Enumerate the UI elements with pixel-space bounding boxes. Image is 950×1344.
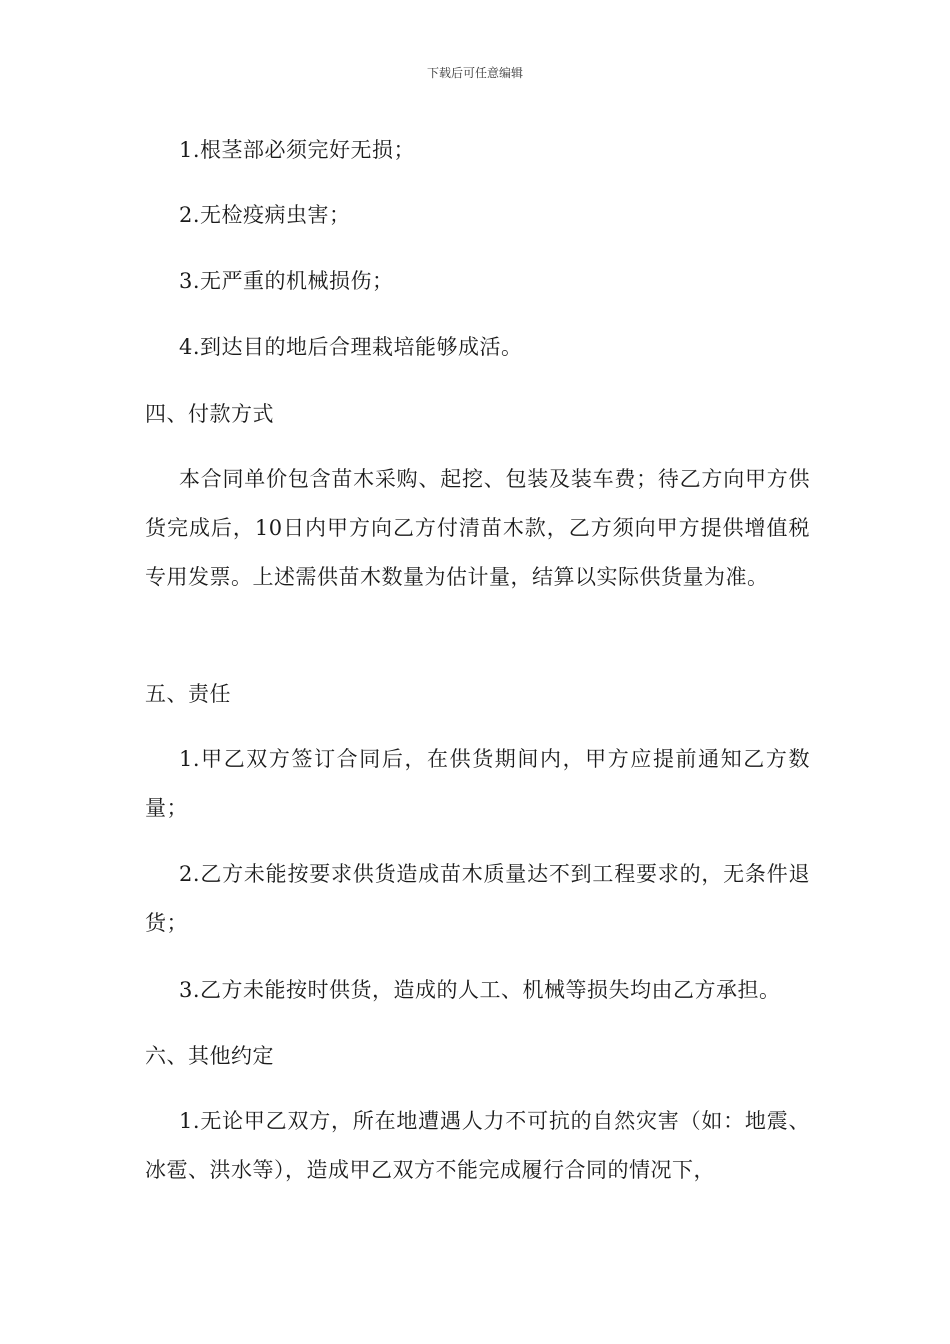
responsibility-1: 1.甲乙双方签订合同后，在供货期间内，甲方应提前通知乙方数量； <box>145 747 810 820</box>
responsibility-3: 3.乙方未能按时供货，造成的人工、机械等损失均由乙方承担。 <box>179 978 781 1002</box>
requirement-4: 4.到达目的地后合理栽培能够成活。 <box>179 335 523 359</box>
requirement-1: 1.根茎部必须完好无损； <box>179 138 416 162</box>
section-heading-responsibility: 五、责任 <box>145 682 231 706</box>
payment-paragraph: 本合同单价包含苗木采购、起挖、包装及装车费；待乙方向甲方供货完成后，10日内甲方向乙方付清苗木款，乙方须向甲方提供增值税专用发票。上述需供苗木数量为估计量，结算以实际供货量为准。 <box>145 467 810 589</box>
requirement-3: 3.无严重的机械损伤； <box>179 269 394 293</box>
page-header: 下载后可任意编辑 <box>426 66 523 80</box>
section-heading-payment: 四、付款方式 <box>145 402 274 426</box>
requirement-2: 2.无检疫病虫害； <box>179 203 351 227</box>
responsibility-2: 2.乙方未能按要求供货造成苗木质量达不到工程要求的，无条件退货； <box>145 862 810 935</box>
other-agreement-1: 1.无论甲乙双方，所在地遭遇人力不可抗的自然灾害（如：地震、冰雹、洪水等），造成甲乙双方不能完成履行合同的情况下， <box>145 1109 810 1182</box>
section-heading-other: 六、其他约定 <box>145 1044 274 1068</box>
